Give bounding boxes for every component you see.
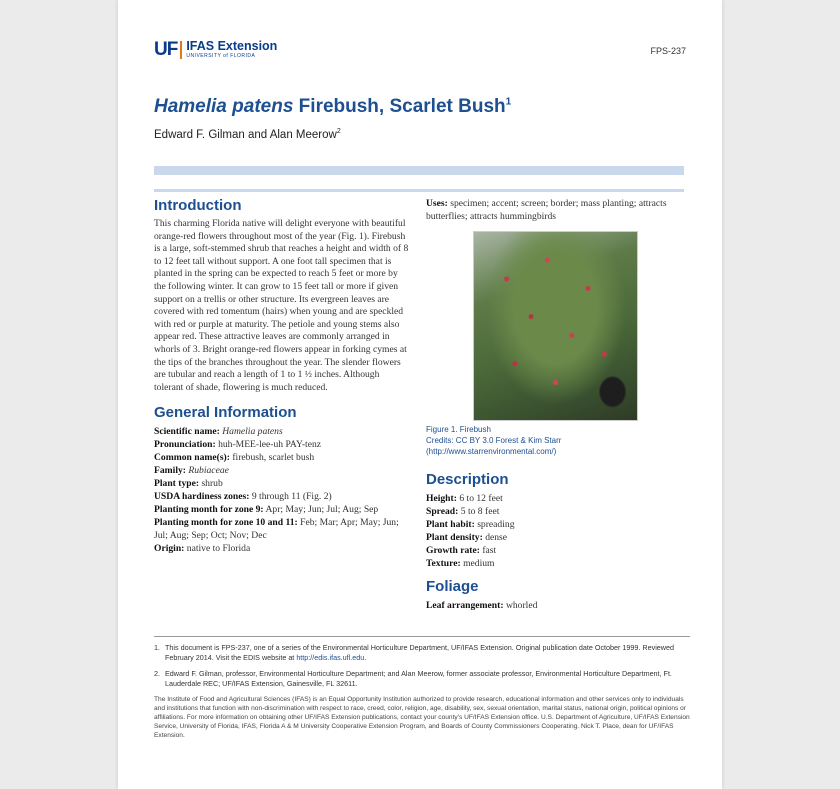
general-info-label: Origin:: [154, 543, 185, 555]
general-info-value: Feb; Mar; Apr; May; Jun; Jul; Aug; Sep; Oct; Nov; Dec: [154, 517, 399, 542]
description-value: dense: [485, 532, 508, 543]
general-info-item: [154, 516, 410, 542]
title-species: Hamelia patens: [154, 96, 294, 117]
general-info-value: 9 through 11 (Fig. 2): [251, 491, 332, 503]
figure-caption: [426, 424, 686, 457]
logo-divider: [180, 41, 182, 59]
footnote-2: 2. Edward F. Gilman, professor, Environmental Horticulture Department; and Alan Meerow, former associate professor, Environmental Horticulture Department, Ft. Lauderdale REC; UF/IFAS Extension, Gainesville, FL 32611.: [154, 669, 672, 688]
foliage-item: [426, 599, 686, 612]
general-info-item: [154, 451, 410, 464]
description-value: spreading: [477, 519, 515, 530]
general-info-value: Hamelia patens: [222, 426, 283, 438]
description-item: [426, 544, 686, 557]
general-info-value: Rubiaceae: [188, 465, 229, 477]
description-item: [426, 531, 686, 544]
figure-credits: Credits: CC BY 3.0 Forest & Kim Starr (http://www.starrenvironmental.com/): [426, 436, 562, 456]
right-column: [426, 197, 686, 612]
firebush-photo: [473, 231, 638, 421]
header-bands: [154, 166, 684, 192]
introduction-body: This charming Florida native will delight everyone with beautiful orange-red flowers throughout most of the year (Fig. 1). Firebush is a large, soft-stemmed shrub that reaches a height and width of 8 to 12 feet tall without support. A one foot tall specimen that is planted in the spring can be expected to reach 5 feet or more by the following winter. It can grow to 15 feet tall or more if given support on a trellis or other structure. Its evergreen leaves are covered with red tomentum (hairs) when young and are speckled with red or purple at maturity. The petiole and young stems also appear red. These attractive leaves are commonly arranged in whorls of 3. Bright orange-red flowers appear in forking cymes at the tips of the branches throughout the year. The slender flowers are tubular and reach a length of 1 to 1 ½ inches. Although tolerant of shade, flowering is much reduced.: [154, 218, 409, 393]
general-info-label: Pronunciation:: [154, 439, 216, 451]
description-item: [426, 505, 686, 518]
description-heading: Description: [426, 471, 509, 488]
general-info-item: [154, 438, 410, 451]
general-info-item: [154, 464, 410, 477]
edis-link[interactable]: http://edis.ifas.ufl.edu: [296, 652, 365, 662]
description-value: fast: [482, 545, 497, 556]
description-label: Height:: [426, 493, 457, 504]
general-info-item: [154, 490, 410, 503]
footnotes: [154, 636, 690, 740]
uses-value: specimen; accent; screen; border; mass planting; attracts butterflies; attracts hummingbirds: [426, 198, 667, 222]
general-info-value: shrub: [201, 478, 223, 490]
footnote-1: 1. This document is FPS-237, one of a series of the Environmental Horticulture Department, UF/IFAS Extension. Original publication date October 1999. Reviewed February 2014. Visit the EDIS website at http://edis.ifas.ufl.edu.: [154, 643, 674, 662]
introduction-heading: Introduction: [154, 197, 242, 214]
document-id: FPS-237: [650, 46, 686, 56]
description-list: [426, 492, 686, 570]
authors-footnote-ref: 2: [336, 128, 341, 135]
title-footnote-ref: 1: [505, 96, 512, 108]
description-value: 5 to 8 feet: [460, 506, 500, 517]
general-info-value: firebush, scarlet bush: [232, 452, 315, 464]
general-information-list: [154, 425, 410, 555]
foliage-label: Leaf arrangement:: [426, 600, 504, 611]
foliage-list: [426, 599, 686, 612]
general-info-label: USDA hardiness zones:: [154, 491, 250, 503]
general-info-label: Common name(s):: [154, 452, 230, 464]
foliage-value: whorled: [505, 600, 538, 611]
description-item: [426, 557, 686, 570]
description-label: Plant habit:: [426, 519, 475, 530]
general-info-label: Plant type:: [154, 478, 200, 490]
description-label: Texture:: [426, 558, 461, 569]
description-item: [426, 492, 686, 505]
authors-text: Edward F. Gilman and Alan Meerow: [154, 128, 337, 141]
general-info-value: Apr; May; Jun; Jul; Aug; Sep: [265, 504, 379, 516]
description-value: medium: [463, 558, 495, 569]
description-label: Plant density:: [426, 532, 483, 543]
header-band-thick: [154, 166, 684, 175]
uses-line: [426, 197, 686, 223]
general-info-item: [154, 503, 410, 516]
general-info-item: [154, 477, 410, 490]
description-label: Growth rate:: [426, 545, 480, 556]
general-info-label: Scientific name:: [154, 426, 220, 438]
document-page: [118, 0, 722, 789]
general-info-item: [154, 425, 410, 438]
figure-caption-title: Figure 1. Firebush: [426, 425, 491, 434]
left-column: [154, 197, 410, 555]
page-title: [154, 96, 511, 118]
general-information-heading: General Information: [154, 404, 297, 422]
general-info-label: Planting month for zone 10 and 11:: [154, 517, 298, 529]
equal-opportunity-statement: The Institute of Food and Agricultural Sciences (IFAS) is an Equal Opportunity Institution authorized to provide research, educational information and other services only to individuals and institutions that function with non-discrimination with respect to race, creed, color, religion, age, disability, sex, sexual orientation, marital status, national origin, political opinions or affiliations. For more information on obtaining other UF/IFAS Extension publications, contact your county's UF/IFAS Extension office. U.S. Department of Agriculture, UF/IFAS Extension Service, University of Florida, IFAS, Florida A & M University Cooperative Extension Program, and Boards of County Commissioners Cooperating. Nick T. Place, dean for UF/IFAS Extension.: [154, 696, 690, 739]
logo-uf: UF: [154, 39, 178, 60]
title-common: Firebush, Scarlet Bush: [293, 96, 506, 117]
general-info-label: Family:: [154, 465, 186, 477]
general-info-label: Planting month for zone 9:: [154, 504, 264, 516]
general-info-value: huh-MEE-lee-uh PAY-tenz: [218, 439, 322, 451]
header-band-thin: [154, 189, 684, 192]
foliage-heading: Foliage: [426, 578, 479, 595]
general-info-item: [154, 542, 410, 555]
uf-ifas-logo: [154, 40, 277, 59]
logo-main: IFAS Extension: [186, 39, 278, 53]
uses-label: Uses:: [426, 198, 448, 209]
footnote-rule: [154, 636, 690, 637]
authors: [154, 128, 341, 141]
description-label: Spread:: [426, 506, 459, 517]
description-value: 6 to 12 feet: [459, 493, 503, 504]
general-info-value: native to Florida: [186, 543, 251, 555]
description-item: [426, 518, 686, 531]
logo-sub: UNIVERSITY of FLORIDA: [186, 53, 256, 59]
